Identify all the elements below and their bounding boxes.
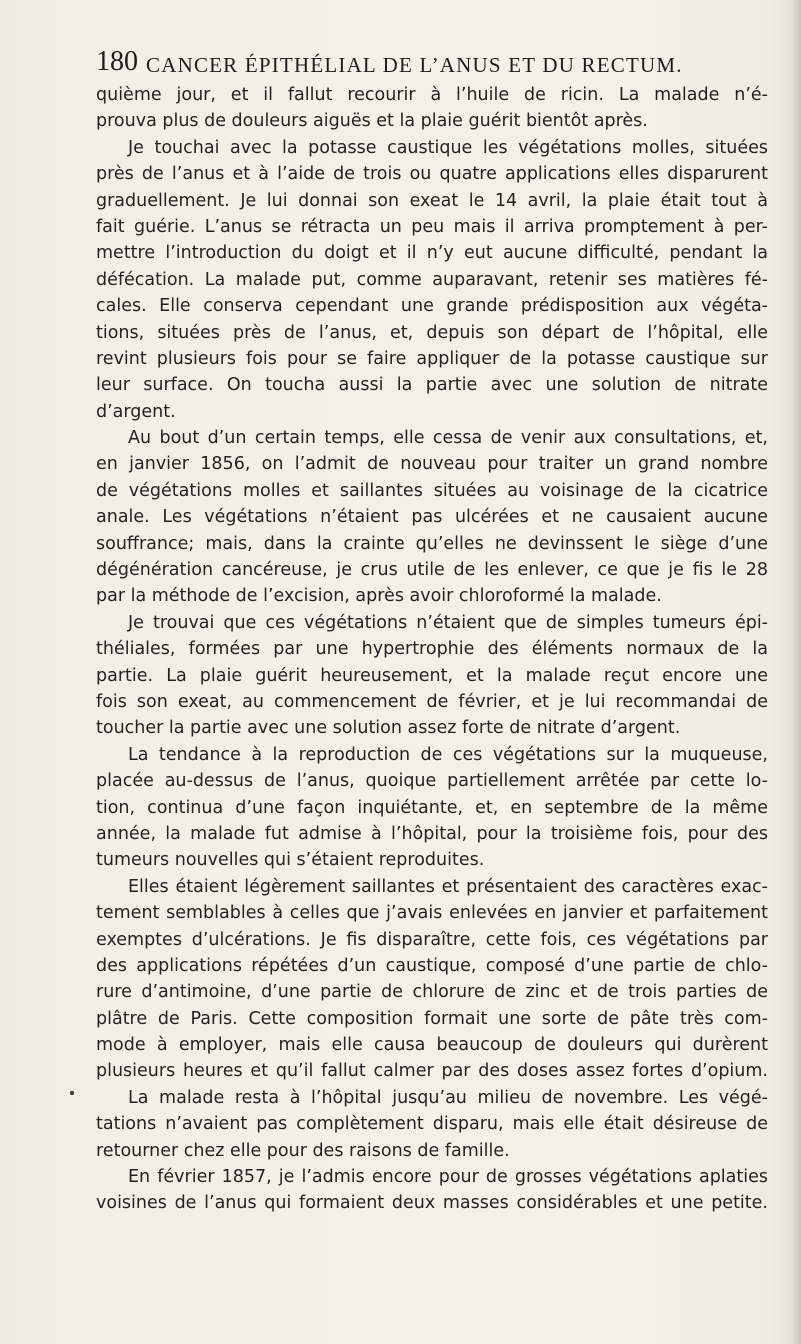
- text-line: Elles étaient légèrement saillantes et présentaient des caractères exac-: [128, 876, 768, 897]
- text-line: anale. Les végétations n’étaient pas ulcérées et ne causaient aucune: [96, 507, 768, 528]
- text-line: dégénération cancéreuse, je crus utile de les enlever, ce que je fis le 28: [96, 560, 768, 581]
- text-line: tion, continua d’une façon inquiétante, et, en septembre de la même: [96, 797, 768, 818]
- text-line: toucher la partie avec une solution assez forte de nitrate d’argent.: [96, 718, 681, 739]
- text-line: partie. La plaie guérit heureusement, et la malade reçut encore une: [96, 665, 768, 686]
- text-line: en janvier 1856, on l’admit de nouveau pour traiter un grand nombre: [96, 454, 768, 475]
- text-line: mettre l’introduction du doigt et il n’y eut aucune difficulté, pendant la: [96, 243, 768, 264]
- text-line: exemptes d’ulcérations. Je fis disparaître, cette fois, ces végétations par: [96, 929, 768, 950]
- text-line: année, la malade fut admise à l’hôpital, pour la troisième fois, pour des: [96, 823, 768, 844]
- text-line: Je trouvai que ces végétations n’étaient que de simples tumeurs épi-: [128, 612, 768, 633]
- text-line: cales. Elle conserva cependant une grande prédisposition aux végéta-: [96, 296, 768, 317]
- text-line: tations n’avaient pas complètement disparu, mais elle était désireuse de: [96, 1114, 768, 1135]
- text-line: de végétations molles et saillantes situées au voisinage de la cicatrice: [96, 480, 768, 501]
- text-line: tions, situées près de l’anus, et, depuis son départ de l’hôpital, elle: [96, 322, 768, 343]
- body-text: [96, 82, 768, 1217]
- text-line: fait guérie. L’anus se rétracta un peu mais il arriva promptement à per-: [96, 216, 768, 237]
- text-line: graduellement. Je lui donnai son exeat le 14 avril, la plaie était tout à: [96, 190, 768, 211]
- text-line: souffrance; mais, dans la crainte qu’elles ne devinssent le siège d’une: [96, 533, 768, 554]
- text-line: théliales, formées par une hypertrophie des éléments normaux de la: [96, 639, 768, 660]
- text-line: tumeurs nouvelles qui s’étaient reproduites.: [96, 850, 485, 871]
- text-line: retourner chez elle pour des raisons de famille.: [96, 1140, 510, 1161]
- text-line: fois son exeat, au commencement de février, et je lui recommandai de: [96, 691, 768, 712]
- text-line: La tendance à la reproduction de ces végétations sur la muqueuse,: [128, 744, 768, 765]
- text-line: plâtre de Paris. Cette composition formait une sorte de pâte très com-: [96, 1008, 768, 1029]
- text-line: Je touchai avec la potasse caustique les végétations molles, situées: [128, 137, 768, 158]
- running-title: CANCER ÉPITHÉLIAL DE L’ANUS ET DU RECTUM.: [146, 53, 683, 77]
- text-line: La malade resta à l’hôpital jusqu’au milieu de novembre. Les végé-: [128, 1087, 768, 1108]
- running-head: [96, 44, 776, 80]
- text-line: prouva plus de douleurs aiguës et la plaie guérit bientôt après.: [96, 111, 648, 132]
- text-line: revint plusieurs fois pour se faire appliquer de la potasse caustique sur: [96, 348, 768, 369]
- page-number: 180: [96, 46, 138, 77]
- text-line: d’argent.: [96, 401, 176, 422]
- text-line: leur surface. On toucha aussi la partie avec une solution de nitrate: [96, 375, 768, 396]
- text-line: quième jour, et il fallut recourir à l’huile de ricin. La malade n’é-: [96, 85, 768, 105]
- text-line: voisines de l’anus qui formaient deux masses considérables et une petite.: [96, 1193, 768, 1214]
- text-line: mode à employer, mais elle causa beaucoup de douleurs qui durèrent: [96, 1035, 768, 1056]
- text-line: rure d’antimoine, d’une partie de chlorure de zinc et de trois parties de: [96, 982, 768, 1003]
- text-line: des applications répétées d’un caustique, composé d’une partie de chlo-: [96, 955, 768, 976]
- text-line: par la méthode de l’excision, après avoir chloroformé la malade.: [96, 586, 662, 607]
- text-line: tement semblables à celles que j’avais enlevées en janvier et parfaitement: [96, 903, 768, 924]
- page-edge-shadow: [791, 0, 801, 1344]
- text-line: près de l’anus et à l’aide de trois ou quatre applications elles disparurent: [96, 164, 768, 185]
- text-line: défécation. La malade put, comme auparavant, retenir ses matières fé-: [96, 269, 768, 290]
- margin-ink-dot: [70, 1091, 74, 1095]
- text-line: plusieurs heures et qu’il fallut calmer par des doses assez fortes d’opium.: [96, 1061, 768, 1082]
- text-line: En février 1857, je l’admis encore pour de grosses végétations aplaties: [128, 1167, 768, 1188]
- text-line: placée au-dessus de l’anus, quoique partiellement arrêtée par cette lo-: [96, 771, 768, 792]
- text-line: Au bout d’un certain temps, elle cessa de venir aux consultations, et,: [128, 428, 768, 449]
